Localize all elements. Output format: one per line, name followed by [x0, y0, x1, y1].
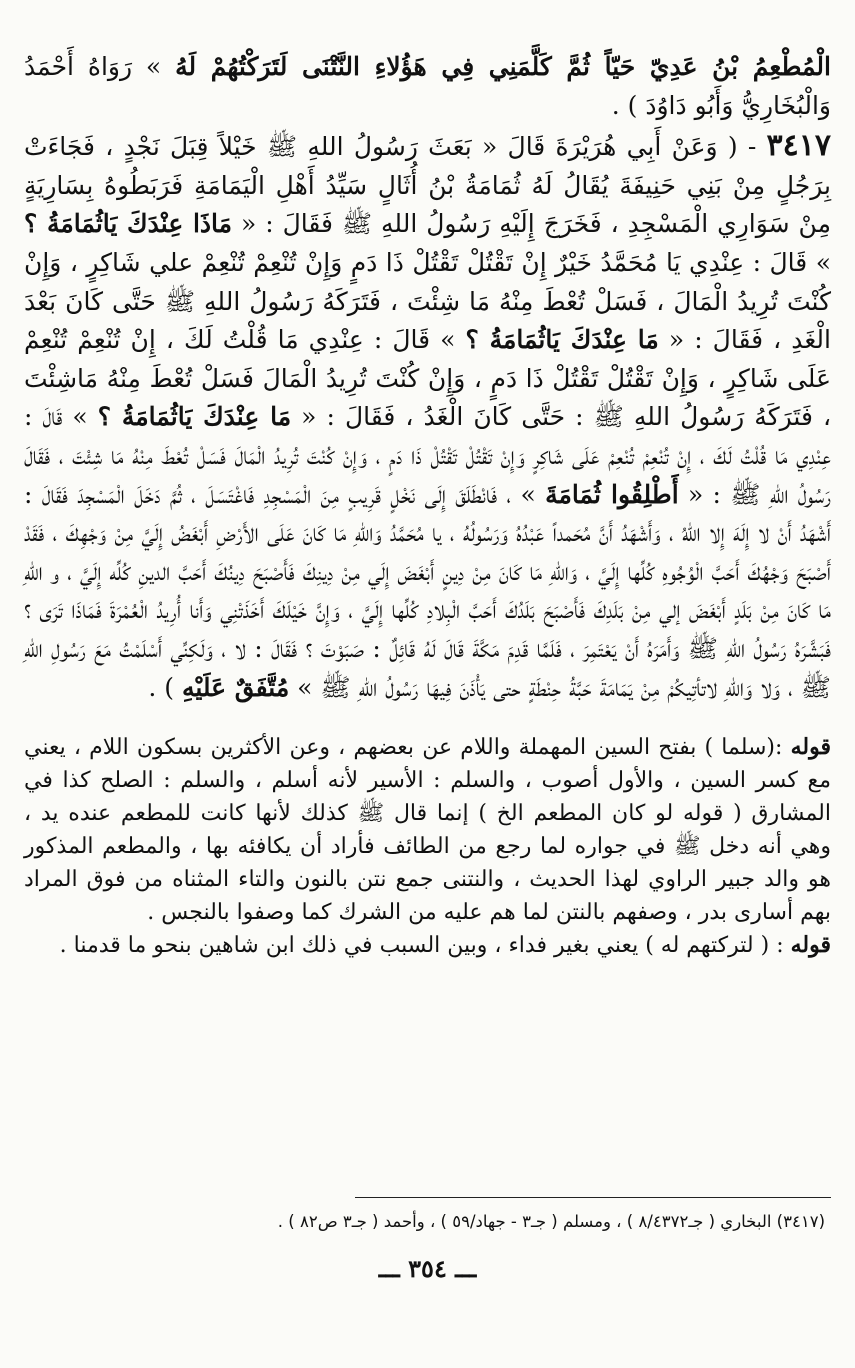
continuation-bold-quote: الْمُطْعِمُ بْنُ عَدِيّ حَيّاً ثُمَّ كَلَّمَنِي فِي هَؤُلاءِ النَّتْنَى لَتَرَكْتُهُمْ لَهُ: [175, 52, 831, 81]
hadith-bold-phrase: مَا عِنْدَكَ يَاثُمَامَةُ ؟: [465, 325, 659, 355]
hadith-text-run: ) .: [148, 672, 182, 702]
hadith-text-run: » قَالَ : عِنْدِي يَا مُحَمَّدُ خَيْرٌ إِنْ تَقْتُلْ تَقْتُلْ ذَا دَمٍ وَإِنْ تُنْعِمْ تُنْعِمْ علي شَاكِرٍ ، وَإِنْ كُنْتَ تُرِيدُ الْمَالَ ، فَسَلْ تُعْطَ مِنْهُ مَا شِئْتَ ، فَتَرَكَهُ رَسُولُ اللهِ ﷺ حَتَّى كَانَ بَعْدَ الْغَدِ ، فَقَالَ : «: [24, 247, 831, 355]
hadith-bold-phrase: مَا عِنْدَكَ يَاثُمَامَةُ ؟: [97, 402, 292, 432]
commentary-text: : ( لتركتهم له ) يعني بغير فداء ، وبين السبب في ذلك ابن شاهين بنحو ما قدمنا .: [59, 933, 791, 959]
continuation-citation: » رَوَاهُ أَحْمَدُ وَالْبُخَارِيُّ وَأَبُو دَاوُدَ ) .: [24, 52, 831, 120]
hadith-text-run: - ( وَعَنْ أَبِي هُرَيْرَةَ قَالَ « بَعَثَ رَسُولُ اللهِ ﷺ خَيْلاً قِبَلَ نَجْدٍ ، فَجَاءَتْ بِرَجُلٍ مِنْ بَنِي حَنِيفَةَ يُقَالُ لَهُ ثُمَامَةُ بْنُ أُثَالٍ سَيِّدُ أَهْلِ الْيَمَامَةِ فَرَبَطُوهُ بِسَارِيَةٍ مِنْ سَوَارِي الْمَسْجِدِ ، فَخَرَجَ إِلَيْهِ رَسُولُ اللهِ ﷺ فَقَالَ : «: [24, 132, 831, 239]
page-number: ـــ ٣٥٤ ـــ: [378, 1254, 477, 1283]
commentary-section: [24, 731, 831, 962]
footnote: (٣٤١٧) البخاري ( جـ٨/٤٣٧٢ ) ، ومسلم ( جـ٣ - جهاد/٥٩ ) ، وأحمد ( جـ٣ ص٨٢ ) .: [277, 1212, 825, 1231]
hadith-bold-phrase: مُتَّفَقٌ عَلَيْهِ: [181, 672, 290, 702]
hadith-text-run: » ، فَانْطَلَقَ إِلَى نَخْلٍ قَرِيبٍ مِنَ الْمَسْجِدِ فَاغْتَسَلَ ، ثُمَّ دَخَلَ الْمَسْجِدَ فَقَالَ : أَشْهَدُ أَنْ لا إِلَهَ إِلا اللهُ ، وَأَشْهَدُ أَنَّ مُحَمداً عَبْدُهُ وَرَسُولُهُ ، يا مُحَمَّدُ وَاللهِ مَا كَانَ عَلَى الأَرْضِ أَبْغَضُ إِلَيَّ مِنْ وَجْهِكَ ، فَقَدْ أَصْبَحَ وَجْهُكَ أَحَبَّ الْوُجُوهِ كُلِّها إِلَيَّ ، وَاللهِ مَا كَانَ مِنْ دِينٍ أَبْغَضَ إِلَي مِنْ دِينِكَ فَأَصْبَحَ دِينُكَ أَحَبَّ الدينِ كُلِّه إِلَيَّ ، و اللهِ مَا كَانَ مِنْ بَلَدٍ أَبْغَضَ إلي مِنْ بَلَدِكَ فَأَصْبَحَ بَلَدُكَ أَحَبَّ الْبِلادِ كُلِّها إِلَيَّ ، وَإِنَّ خَيْلَكَ أَخَذَتْنِي وَأَنا أُرِيدُ الْعُمْرَةَ فَمَاذَا تَرَى ؟ فَبَشَّرَهُ رَسُولُ اللهِ ﷺ وَأَمَرَهُ أَنْ يَعْتَمِرَ ، فَلَمَّا قَدِمَ مَكَّةَ قَالَ لَهُ قَائِلٌ : صَبَوْتَ ؟ فَقَالَ : لا ، وَلَكِنِّي أَسْلَمْتُ مَعَ رَسُولِ اللهِ ﷺ ، وَلا وَاللهِ لاتأتِيكُمْ مِنْ يَمَامَةَ حَبَّةُ حِنْطَةٍ حتى يَأْذَنَ فِيهَا رَسُولُ اللهِ ﷺ »: [24, 479, 831, 702]
hadith-bold-phrase: مَاذَا عِنْدَكَ يَاثُمَامَةُ ؟: [24, 209, 233, 239]
hadith-3417: [24, 127, 831, 707]
hadith-number: ٣٤١٧: [766, 128, 831, 164]
commentary-paragraph-1: [24, 731, 831, 962]
commentary-term: قوله: [790, 734, 831, 761]
hadith-text-run: » قَالَ : عِنْدِي مَا قُلْتُ لَكَ ، إِنْ تُنْعِمْ تُنْعِمْ عَلَى شَاكِرٍ ، وَإِنْ تَقْتُلْ تَقْتُلْ ذَا دَمٍ ، وَإِنْ كُنْتَ تُرِيدُ الْمَالَ فَسَلْ تُعْطَ مِنْهُ مَاشِئْتَ ، فَتَرَكَهُ رَسُولُ اللهِ ﷺ : حَتَّى كَانَ الْغَدُ ، فَقَالَ : «: [24, 325, 832, 432]
footnote-divider: [355, 1197, 831, 1198]
hadith-bold-phrase: أَطْلِقُوا ثُمَامَةَ: [545, 479, 679, 509]
commentary-text: :(سلما ) بفتح السين المهملة واللام عن بعضهم ، وعن الأكثرين بسكون اللام ، يعني مع كسر السين ، والأول أصوب ، والسلم : الأسير لأنه أسلم ، والسلم : الصلح كذا في المشارق ( قوله لو كان المطعم الخ ) إنما قال ﷺ كذلك لأنها كانت للمطعم عنده يد ، وهي أنه دخل ﷺ في جواره لما رجع من الطائف فأراد أن يكافئه بها ، والمطعم المذكور هو والد جبير الراوي لهذا الحديث ، والنتنى جمع نتن بالنون والتاء المثناه من فوق المراد بهم أسارى بدر ، وصفهم بالنتن لما هم عليه من الشرك كما وصفوا بالنجس .: [24, 735, 831, 926]
previous-hadith-continuation: [24, 48, 831, 125]
hadith-text-run: » قَالَ : عِنْدِي مَا قُلْتُ لَكَ ، إِنْ تُنْعِمْ تُنْعِمْ عَلَى شَاكِرٍ وَإِنْ تَقْتُلْ تَقْتُلْ ذَا دَمٍ ، وَإِنْ كُنْتَ تُرِيدُ الْمَالَ فَسَلْ تُعْطَ مِنْهُ مَا شِئْتَ ، فَقَالَ رَسُولُ اللهِ ﷺ : «: [24, 402, 831, 509]
page-body: [24, 48, 831, 962]
commentary-term: قوله: [790, 932, 831, 959]
hadith-text: [24, 132, 831, 701]
